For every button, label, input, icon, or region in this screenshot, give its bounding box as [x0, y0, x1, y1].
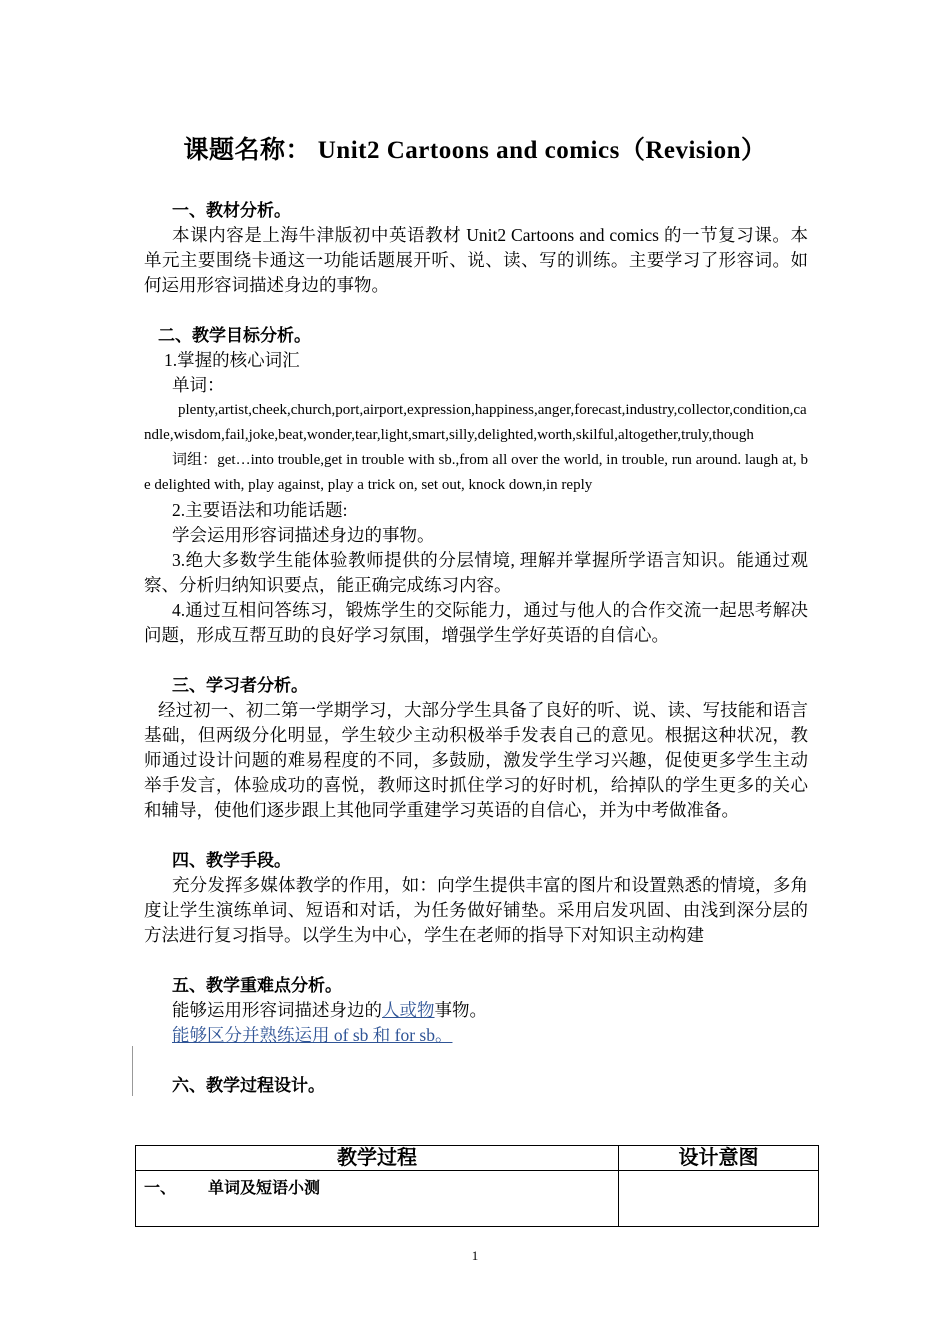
vocabulary-words: plenty,artist,cheek,church,port,airport,expression,happiness,anger,forecast,industry,collector,condition,candle,wisdom,fail,joke,beat,wonder,tear,light,smart,silly,delighted,worth,skilful,altogether,truly,though [144, 402, 807, 443]
key-point-2 [144, 1023, 808, 1048]
objective-item-2: 2.主要语法和功能话题: [172, 500, 348, 520]
objective-item-2-body: 学会运用形容词描述身边的事物。 [172, 525, 435, 545]
table-header-row [136, 1146, 819, 1171]
table-row [136, 1171, 819, 1227]
section-heading-key-points: 五、教学重难点分析。 [172, 976, 342, 995]
section-heading-process: 六、教学过程设计。 [172, 1076, 325, 1095]
row-text: 单词及短语小测 [208, 1180, 321, 1197]
vocabulary-phrases: 词组：get…into trouble,get in trouble with sb.,from all over the world, in trouble, run around. laugh at, be delighted with, play against, play a trick on, set out, knock down,in reply [144, 452, 808, 493]
key-point-1 [144, 998, 808, 1023]
section-heading-learners: 三、学习者分析。 [172, 676, 308, 695]
objective-item-1: 1.掌握的核心词汇 [164, 350, 300, 370]
key-point-1-suffix: 事物。 [434, 1000, 487, 1020]
key-point-1-text: 能够运用形容词描述身边的 [172, 1000, 382, 1020]
page-number: 1 [471, 1248, 479, 1263]
row-number: 一、 [144, 1180, 177, 1197]
document-body [144, 198, 808, 1098]
section-body-materials: 本课内容是上海牛津版初中英语教材 Unit2 Cartoons and comics 的一节复习课。本单元主要围绕卡通这一功能话题展开听、说、读、写的训练。主要学习了形容词。如何运用形容词描述身边的事物。 [144, 225, 808, 295]
section-heading-materials: 一、教材分析。 [172, 201, 291, 220]
table-header-intent: 设计意图 [619, 1146, 819, 1171]
key-point-2-revision-link[interactable]: 能够区分并熟练运用 of sb 和 for sb。 [172, 1025, 453, 1045]
process-table [135, 1145, 819, 1227]
objective-item-4: 4.通过互相问答练习，锻炼学生的交际能力，通过与他人的合作交流一起思考解决问题，形成互帮互助的良好学习氛围，增强学生学好英语的自信心。 [144, 600, 808, 645]
key-point-1-revision-link[interactable]: 人或物 [382, 1000, 435, 1020]
section-body-methods: 充分发挥多媒体教学的作用，如：向学生提供丰富的图片和设置熟悉的情境，多角度让学生演练单词、短语和对话，为任务做好铺垫。采用启发巩固、由浅到深分层的方法进行复习指导。以学生为中心，学生在老师的指导下对知识主动构建 [144, 875, 808, 945]
words-label: 单词： [172, 375, 225, 395]
section-body-learners: 经过初一、初二第一学期学习，大部分学生具备了良好的听、说、读、写技能和语言基础，但两级分化明显，学生较少主动积极举手发表自己的意见。根据这种状况，教师通过设计问题的难易程度的不同，多鼓励，激发学生学习兴趣，促使更多学生主动举手发言，体验成功的喜悦，教师这时抓住学习的好时机，给掉队的学生更多的关心和辅导，使他们逐步跟上其他同学重建学习英语的自信心，并为中考做准备。 [144, 700, 808, 820]
section-heading-objectives: 二、教学目标分析。 [158, 326, 311, 345]
section-heading-methods: 四、教学手段。 [172, 851, 291, 870]
revision-change-bar [132, 1046, 133, 1096]
table-cell-process [136, 1171, 619, 1227]
objective-item-3: 3.绝大多数学生能体验教师提供的分层情境, 理解并掌握所学语言知识。能通过观察、分析归纳知识要点，能正确完成练习内容。 [144, 550, 808, 595]
table-header-process: 教学过程 [136, 1146, 619, 1171]
page-title: 课题名称： Unit2 Cartoons and comics（Revision） [183, 137, 767, 164]
table-cell-intent [619, 1171, 819, 1227]
